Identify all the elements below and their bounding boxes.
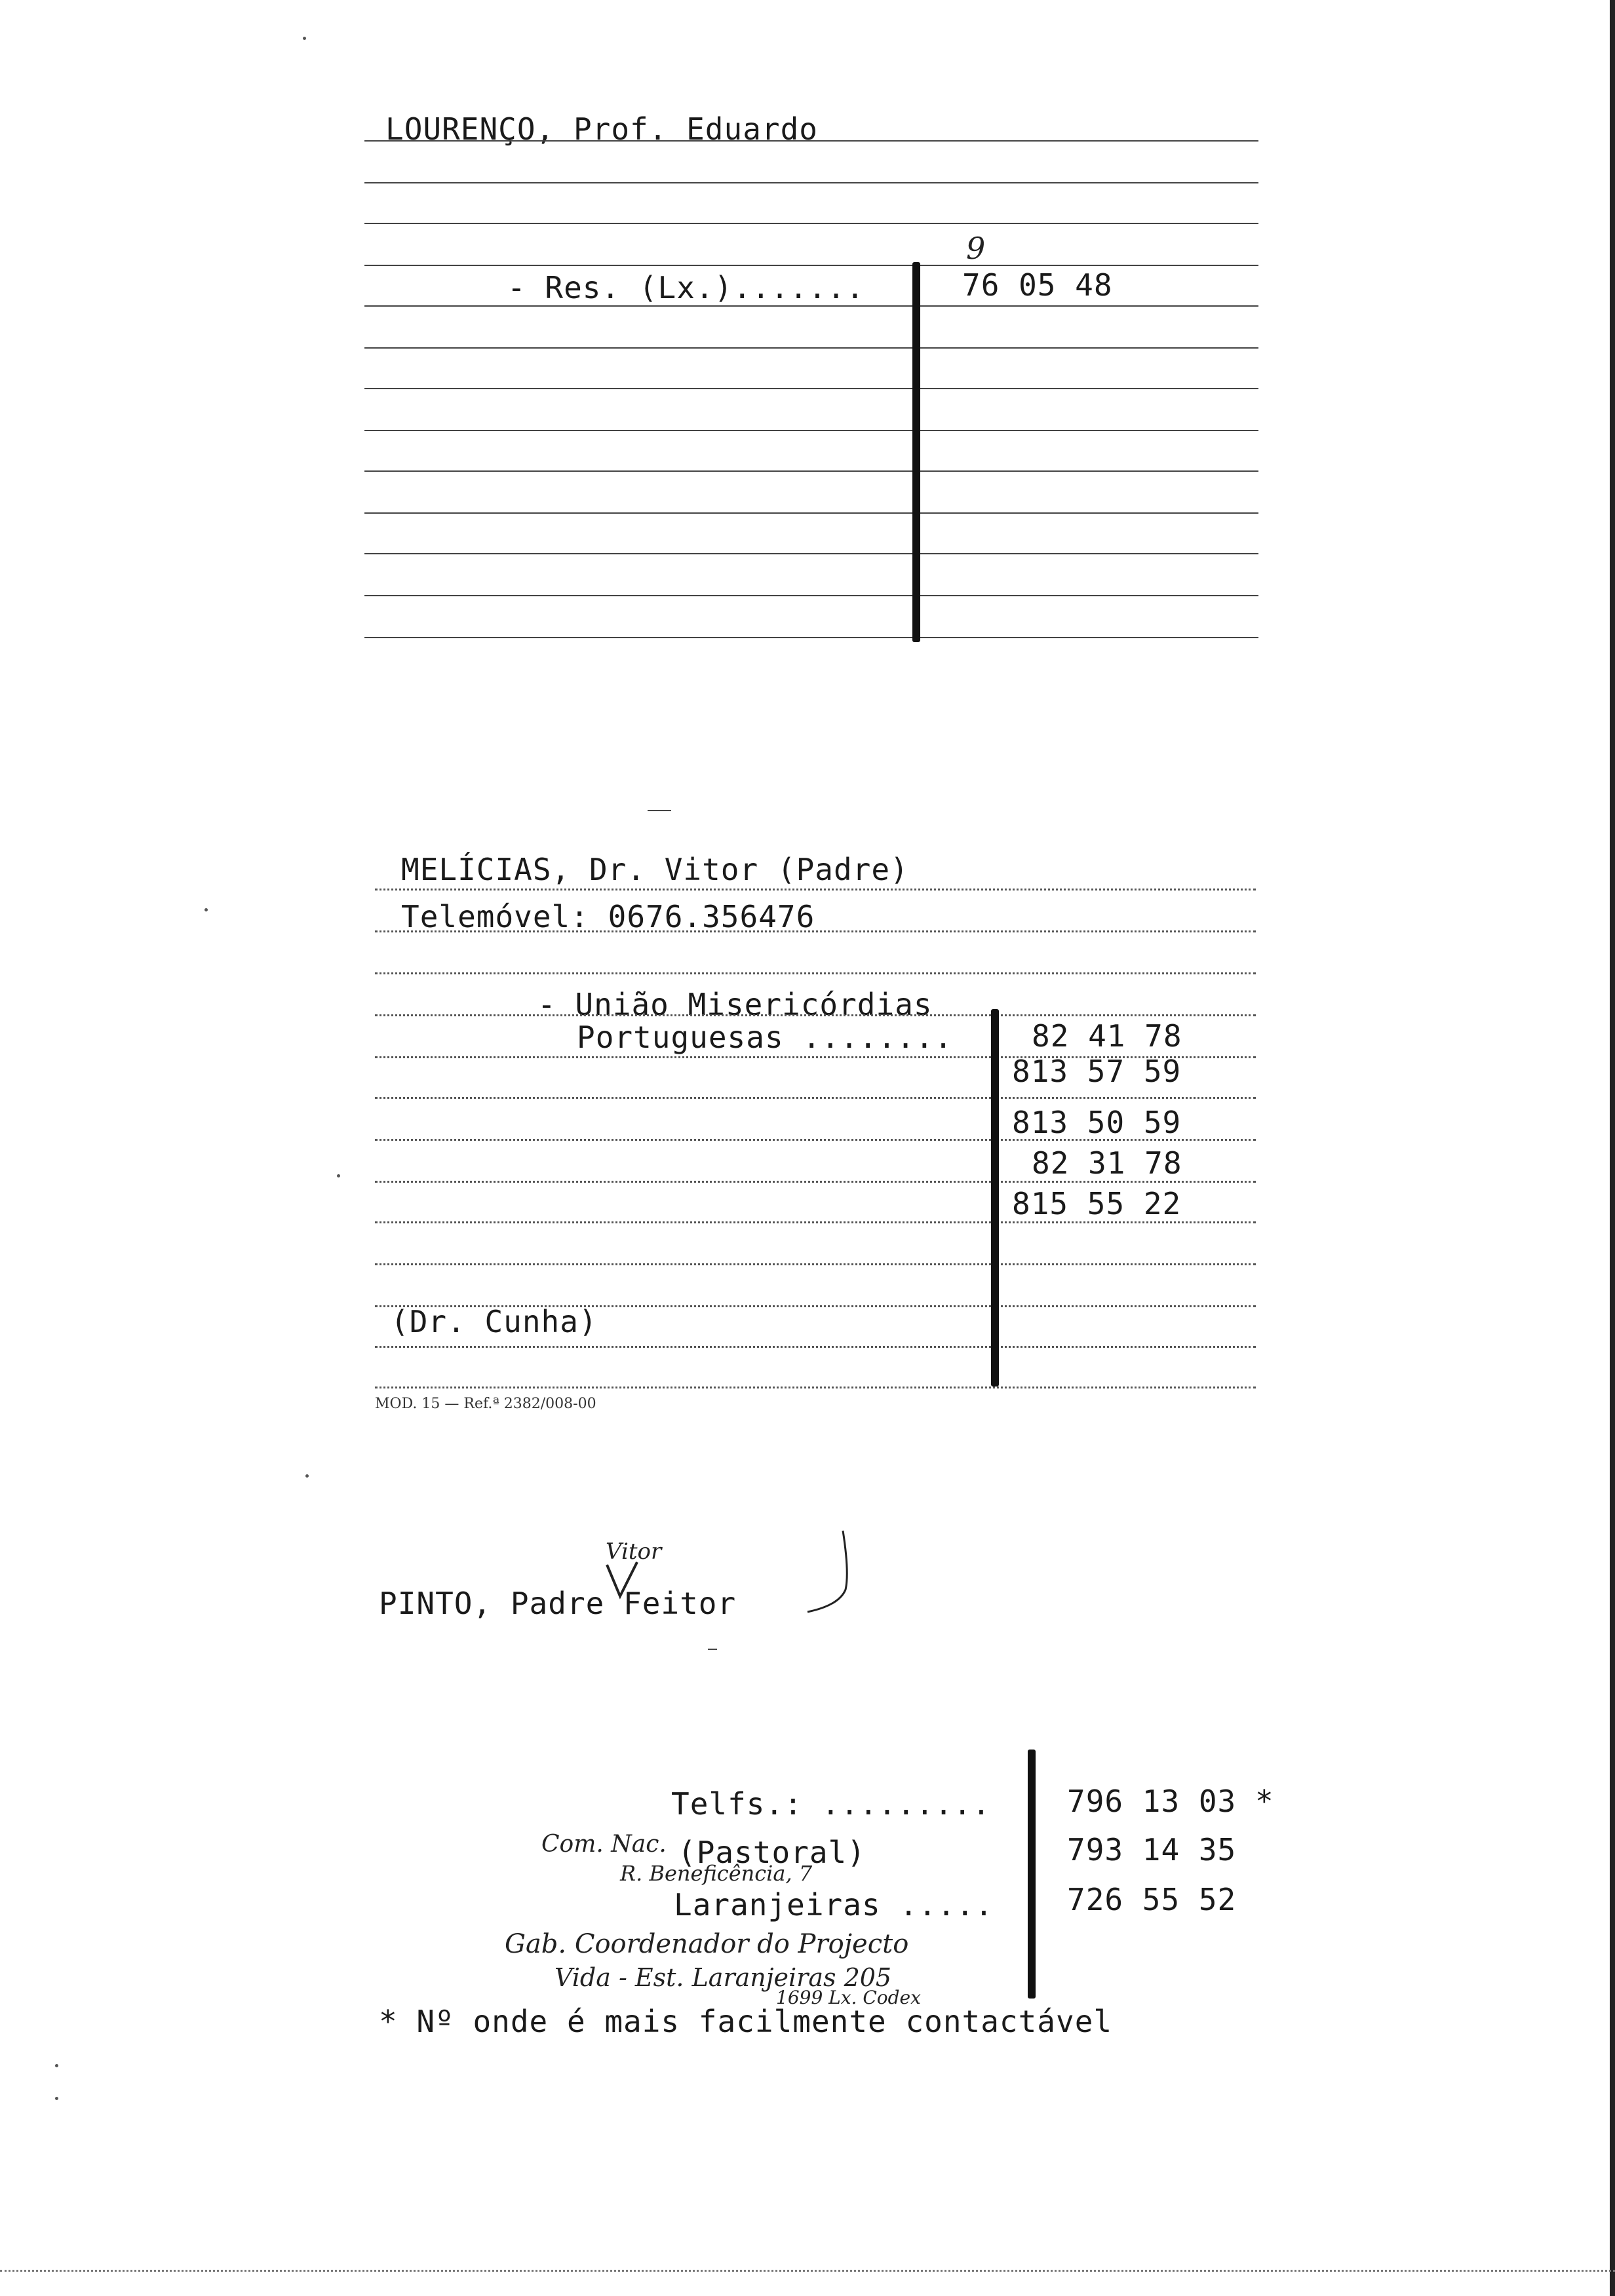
phone-annotation: 9 — [966, 231, 986, 266]
pastoral-prefix: Com. Nac. — [541, 1831, 667, 1858]
scan-speck — [55, 2064, 58, 2067]
dotted-line — [375, 972, 1256, 974]
pastoral-address: R. Beneficência, 7 — [620, 1861, 813, 1886]
dotted-line — [375, 1221, 1256, 1223]
rule-line — [364, 595, 1258, 596]
rule-line — [364, 388, 1258, 389]
bracket-mark-icon — [800, 1527, 878, 1618]
scan-speck — [337, 1174, 340, 1177]
rule-line — [364, 265, 1258, 266]
scan-speck — [305, 1474, 309, 1478]
phone-number: 82 41 78 — [1032, 1018, 1182, 1054]
phone-number: 815 55 22 — [1012, 1186, 1182, 1221]
rule-line — [364, 512, 1258, 514]
organization-line1: - União Misericórdias — [537, 987, 933, 1022]
name-annotation: Vitor — [606, 1539, 662, 1565]
dotted-line — [375, 1346, 1256, 1348]
scan-speck — [303, 37, 306, 40]
rule-line — [364, 305, 1258, 307]
phone-number: 82 31 78 — [1032, 1145, 1182, 1181]
rule-mark — [648, 810, 671, 811]
column-divider — [1028, 1750, 1036, 1999]
phone-number: 813 50 59 — [1012, 1105, 1182, 1140]
rule-line — [364, 182, 1258, 183]
dotted-line — [375, 1181, 1256, 1183]
dotted-line — [375, 1097, 1256, 1099]
scan-speck — [55, 2097, 58, 2100]
card-name: LOURENÇO, Prof. Eduardo — [385, 111, 818, 147]
dotted-line — [375, 1387, 1256, 1388]
contact-person: (Dr. Cunha) — [391, 1304, 598, 1339]
phone-number: 796 13 03 * — [1067, 1784, 1274, 1819]
gabinete-line3: 1699 Lx. Codex — [776, 1987, 921, 2008]
column-divider — [912, 262, 920, 642]
rule-line — [364, 223, 1258, 224]
organization-line2: Portuguesas ........ — [577, 1020, 953, 1055]
footnote: * Nº onde é mais facilmente contactável — [379, 2004, 1113, 2039]
dotted-line — [375, 930, 1256, 932]
laranjeiras-label: Laranjeiras ..... — [674, 1887, 994, 1923]
phone-number: 813 57 59 — [1012, 1054, 1182, 1089]
residence-phone: 76 05 48 — [962, 267, 1113, 303]
card-name: MELÍCIAS, Dr. Vitor (Padre) — [401, 852, 909, 887]
residence-label: - Res. (Lx.)....... — [507, 270, 865, 305]
pastoral-label: (Pastoral) — [678, 1835, 866, 1870]
phone-number: 726 55 52 — [1067, 1882, 1237, 1917]
scan-noise-line — [0, 2270, 1615, 2272]
form-reference: MOD. 15 — Ref.ª 2382/008-00 — [375, 1396, 596, 1412]
dotted-line — [375, 1014, 1256, 1016]
rule-line — [364, 430, 1258, 431]
dotted-line — [375, 889, 1256, 890]
gabinete-line2: Vida - Est. Laranjeiras 205 — [555, 1963, 892, 1992]
scan-edge — [1610, 0, 1615, 2296]
gabinete-line1: Gab. Coordenador do Projecto — [505, 1929, 909, 1959]
dotted-line — [375, 1263, 1256, 1265]
column-divider — [991, 1009, 999, 1387]
mobile-phone: Telemóvel: 0676.356476 — [401, 899, 815, 934]
rule-line — [364, 470, 1258, 472]
rule-mark — [708, 1649, 717, 1650]
telephones-label: Telfs.: ......... — [671, 1786, 991, 1822]
rule-line — [364, 347, 1258, 349]
rule-line — [364, 140, 1258, 142]
card-name: PINTO, Padre Feitor — [379, 1586, 737, 1621]
rule-line — [364, 637, 1258, 638]
rule-line — [364, 553, 1258, 554]
scan-speck — [204, 908, 208, 911]
phone-number: 793 14 35 — [1067, 1832, 1237, 1867]
